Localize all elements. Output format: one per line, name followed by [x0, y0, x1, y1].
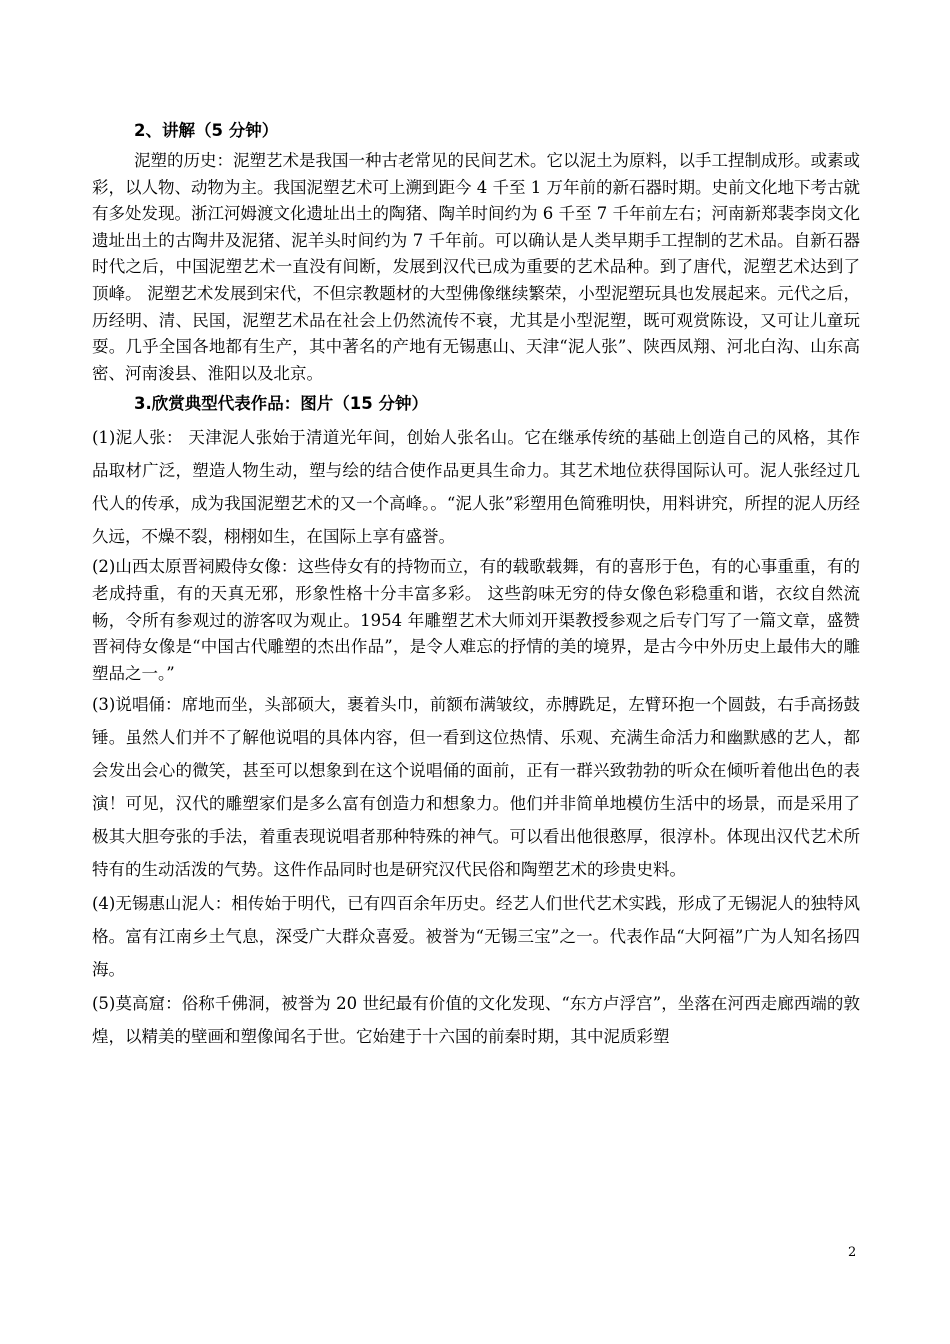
section-2-heading: 2、讲解（5 分钟）: [134, 121, 279, 140]
section-3-heading: 3.欣赏典型代表作品：图片（15 分钟）: [134, 394, 428, 414]
artwork-item-5: (5)莫高窟：俗称千佛洞，被誉为 20 世纪最有价值的文化发现、“东方卢浮宫”，坐落在河西走廊西端的敦煌，以精美的壁画和塑像闻名于世。它始建于十六国的前秦时期，其中泥质彩塑: [92, 994, 860, 1047]
page-number: 2: [848, 1245, 857, 1260]
artwork-item-2: (2)山西太原晋祠殿侍女像：这些侍女有的持物而立，有的载歌载舞，有的喜形于色，有的心事重重，有的老成持重，有的天真无邪，形象性格十分丰富多彩。 这些韵味无穷的侍女像色彩稳重和谐，衣纹自然流畅，令所有参观过的游客叹为观止。1954 年雕塑艺术大师刘开渠教授参观之后专门写了一篇文章，盛赞晋祠侍女像是“中国古代雕塑的杰出作品”，是令人难忘的抒情的美的境界，是古今中外历史上最伟大的雕塑品之一。”: [92, 557, 860, 683]
artwork-item-1: (1)泥人张： 天津泥人张始于清道光年间，创始人张名山。它在继承传统的基础上创造自己的风格，其作品取材广泛，塑造人物生动，塑与绘的结合使作品更具生命力。其艺术地位获得国际认可。泥人张经过几代人的传承，成为我国泥塑艺术的又一个高峰。。“泥人张”彩塑用色简雅明快，用料讲究，所捏的泥人历经久远，不燥不裂，栩栩如生，在国际上享有盛誉。: [92, 428, 860, 547]
artwork-item-3: (3)说唱俑：席地而坐，头部硕大，裹着头巾，前额布满皱纹，赤膊跣足，左臂环抱一个圆鼓，右手高扬鼓锤。虽然人们并不了解他说唱的具体内容，但一看到这位热情、乐观、充满生命活力和幽默感的艺人，都会发出会心的微笑，甚至可以想象到在这个说唱俑的面前，正有一群兴致勃勃的听众在倾听着他出色的表演！可见，汉代的雕塑家们是多么富有创造力和想象力。他们并非简单地模仿生活中的场景，而是采用了极其大胆夸张的手法，着重表现说唱者那种特殊的神气。可以看出他很憨厚，很淳朴。体现出汉代艺术所特有的生动活泼的气势。这件作品同时也是研究汉代民俗和陶塑艺术的珍贵史料。: [92, 695, 860, 880]
page-content: [92, 118, 860, 1054]
artwork-item-4: (4)无锡惠山泥人：相传始于明代，已有四百余年历史。经艺人们世代艺术实践，形成了无锡泥人的独特风格。富有江南乡土气息，深受广大群众喜爱。被誉为“无锡三宝”之一。代表作品“大阿福”广为人知名扬四海。: [92, 894, 860, 980]
section-2-paragraph: 泥塑的历史：泥塑艺术是我国一种古老常见的民间艺术。它以泥土为原料，以手工捏制成形。或素或彩，以人物、动物为主。我国泥塑艺术可上溯到距今 4 千至 1 万年前的新石器时期。史前文化地下考古就有多处发现。浙江河姆渡文化遗址出土的陶猪、陶羊时间约为 6 千至 7 千年前左右；河南新郑裴李岗文化遗址出土的古陶井及泥猪、泥羊头时间约为 7 千年前。可以确认是人类早期手工捏制的艺术品。自新石器时代之后，中国泥塑艺术一直没有间断，发展到汉代已成为重要的艺术品种。到了唐代，泥塑艺术达到了顶峰。 泥塑艺术发展到宋代，不但宗教题材的大型佛像继续繁荣，小型泥塑玩具也发展起来。元代之后，历经明、清、民国，泥塑艺术品在社会上仍然流传不衰，尤其是小型泥塑，既可观赏陈设，又可让儿童玩耍。几乎全国各地都有生产，其中著名的产地有无锡惠山、天津“泥人张”、陕西凤翔、河北白沟、山东高密、河南浚县、淮阳以及北京。: [92, 151, 860, 383]
